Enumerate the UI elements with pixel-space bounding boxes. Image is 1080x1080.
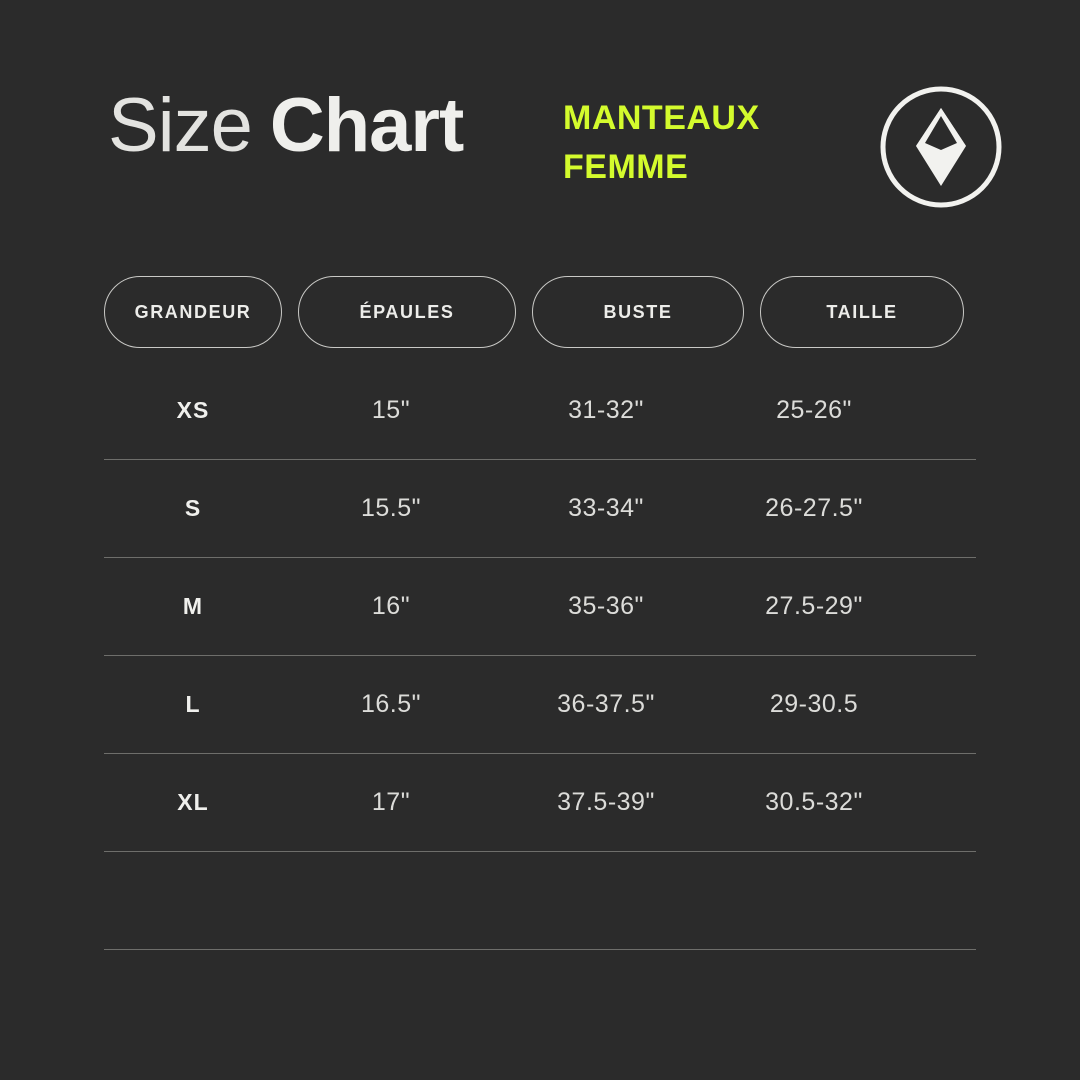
- table-row: [104, 362, 976, 460]
- subtitle-line-1: MANTEAUX: [563, 99, 760, 137]
- cell-shoulders: 16": [371, 592, 411, 620]
- cell-size: XL: [177, 789, 209, 815]
- table-row: [104, 460, 976, 558]
- table-row: [104, 754, 976, 852]
- table-empty-row: [104, 852, 976, 950]
- volcom-stone-logo: [880, 86, 1002, 208]
- cell-chest: 35-36": [568, 592, 644, 620]
- cell-waist: 29-30.5: [769, 690, 859, 718]
- cell-shoulders: 15": [371, 396, 411, 424]
- cell-chest: 31-32": [568, 396, 644, 424]
- size-table: [104, 362, 976, 950]
- table-row: [104, 558, 976, 656]
- column-header-epaules: ÉPAULES: [298, 276, 516, 348]
- column-header-grandeur: GRANDEUR: [104, 276, 282, 348]
- cell-shoulders: 15.5": [360, 494, 422, 522]
- cell-size: XS: [176, 397, 210, 423]
- cell-waist: 30.5-32": [765, 788, 863, 816]
- title-word-chart: Chart: [269, 83, 464, 168]
- cell-size: S: [184, 495, 202, 521]
- cell-chest: 36-37.5": [557, 690, 655, 718]
- cell-chest: 33-34": [568, 494, 644, 522]
- cell-waist: 26-27.5": [765, 494, 863, 522]
- cell-shoulders: 17": [371, 788, 411, 816]
- page-subtitle: [563, 94, 863, 193]
- page-header: [108, 83, 1000, 218]
- table-row: [104, 656, 976, 754]
- cell-waist: 25-26": [776, 396, 852, 424]
- title-word-size: Size: [108, 83, 252, 168]
- cell-chest: 37.5-39": [557, 788, 655, 816]
- column-header-taille: TAILLE: [760, 276, 964, 348]
- cell-shoulders: 16.5": [360, 690, 422, 718]
- column-header-buste: BUSTE: [532, 276, 744, 348]
- table-header-pills: [104, 276, 976, 348]
- subtitle-line-2: FEMME: [563, 148, 689, 187]
- cell-size: L: [185, 691, 201, 717]
- cell-size: M: [182, 593, 204, 619]
- cell-waist: 27.5-29": [765, 592, 863, 620]
